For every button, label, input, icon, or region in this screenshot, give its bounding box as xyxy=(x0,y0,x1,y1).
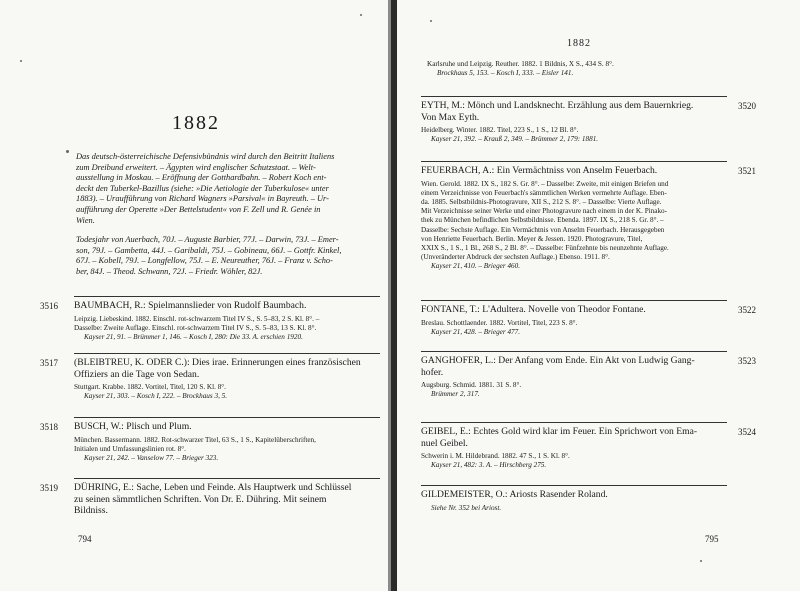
intro-line: ausstellung in Moskau. – Eröffnung der Gotthardbahn. – Robert Koch ent- xyxy=(76,173,327,183)
entry-references: Kayser 21, 428. – Brieger 477. xyxy=(431,327,521,336)
entry-rule xyxy=(421,96,727,97)
bibliography-entry xyxy=(421,485,781,513)
page-number: 794 xyxy=(78,534,92,544)
entry-rule xyxy=(74,353,380,354)
entry-publication: Leipzig. Liebeskind. 1882. Einschl. rot-schwarzem Titel IV S., S. 5–83, 2 S. Kl. 8°. – xyxy=(74,314,320,323)
historical-events-paragraph xyxy=(76,152,376,226)
entry-heading: EYTH, M.: Mönch und Landsknecht. Erzählung aus dem Bauernkrieg. xyxy=(421,100,694,111)
entry-heading: GILDEMEISTER, O.: Ariosts Rasender Roland. xyxy=(421,489,608,500)
entry-number: 3521 xyxy=(738,166,756,176)
intro-line: zum Dreibund erweitert. – Ägypten wird englischer Schutzstaat. – Welt- xyxy=(76,162,316,172)
entry-heading: FONTANE, T.: L'Adultera. Novelle von Theodor Fontane. xyxy=(421,304,646,315)
intro-line: Das deutsch-österreichische Defensivbündnis wird durch den Beitritt Italiens xyxy=(76,152,335,161)
entry-heading: nuel Geibel. xyxy=(421,437,468,449)
deaths-line: Todesjahr von Auerbach, 70J. – Auguste Barbier, 77J. – Darwin, 73J. – Emer- xyxy=(76,235,339,244)
entry-publication: Initialen und Umfassungslinien rot. 8°. xyxy=(74,444,186,453)
entry-heading: BUSCH, W.: Plisch und Plum. xyxy=(74,421,192,432)
entry-rule xyxy=(421,351,727,352)
entry-heading: BAUMBACH, R.: Spielmannslieder von Rudolf Baumbach. xyxy=(74,300,307,311)
entry-references: Kayser 21, 303. – Kosch I, 222. – Brockhaus 3, 5. xyxy=(84,392,228,401)
scan-speck xyxy=(360,14,362,16)
entry-publication: Dasselbe: Zweite Auflage. Einschl. rot-schwarzem Titel IV S., S. 5–83, 13 S. Kl. 8°. xyxy=(74,323,317,332)
bibliography-entry xyxy=(421,422,781,470)
entry-references: Brockhaus 5, 153. – Kosch I, 333. – Eisler 141. xyxy=(437,69,574,78)
entry-references: Kayser 21, 410. – Brieger 460. xyxy=(431,262,521,271)
bibliography-entry xyxy=(421,161,781,272)
bibliography-entry xyxy=(40,417,380,463)
entry-heading: FEUERBACH, A.: Ein Vermächtniss von Anselm Feuerbach. xyxy=(421,165,658,176)
entry-references: Kayser 21, 242. – Vanselow 77. – Brieger 323. xyxy=(84,453,219,462)
entry-rule xyxy=(421,485,727,486)
scan-speck xyxy=(700,560,702,562)
entry-references: Brümmer 2, 317. xyxy=(431,390,480,399)
entry-rule xyxy=(74,296,380,297)
bibliography-entry xyxy=(40,478,380,517)
entry-rule xyxy=(421,300,727,301)
entry-heading: Von Max Eyth. xyxy=(421,111,480,123)
intro-line: aufführung der Operette »Der Bettelstudent« von F. Zell und R. Genée in xyxy=(76,204,321,214)
entry-rule xyxy=(421,422,727,423)
entry-number: 3519 xyxy=(40,483,58,493)
intro-line: 1883). – Uraufführung von Richard Wagners »Parsival« in Bayreuth. – Ur- xyxy=(76,194,329,204)
continuation-entry xyxy=(427,60,737,78)
entry-heading: hofer. xyxy=(421,366,444,378)
entry-heading: Offiziers an die Tage von Sedan. xyxy=(74,368,200,380)
entry-number: 3524 xyxy=(738,427,756,437)
entry-publication: Dasselbe: Sechste Auflage. Ein Vermächtnis von Anselm Feuerbach. Herausgegeben xyxy=(421,225,665,234)
entry-heading: (BLEIBTREU, K. ODER C.): Dies irae. Erinnerungen eines französischen xyxy=(74,357,361,368)
entry-publication: XXIX S., 1 S., 1 Bl., 268 S., 2 Bl. 8°. – Dasselbe: Fünfzehnte bis neunzehnte Auflage. xyxy=(421,243,669,252)
running-head: 1882 xyxy=(567,38,591,49)
entry-references: Kayser 21, 482: 3. A. – Hirschberg 275. xyxy=(431,461,547,470)
deaths-line: 67J. – Kobell, 79J. – Longfellow, 75J. – E. Neureuther, 76J. – Franz v. Scho- xyxy=(76,256,333,266)
entry-publication: einem Verzeichnisse von Feuerbach's sämmtlichen Werken vermehrte Auflage. Eben- xyxy=(421,188,667,197)
deaths-paragraph xyxy=(76,235,376,277)
bibliography-entry xyxy=(421,96,781,144)
bibliography-entry xyxy=(421,300,781,337)
entry-publication: von Henriette Feuerbach. Berlin. Meyer & Jessen. 1920. Photogravure, Titel, xyxy=(421,234,643,243)
entry-publication: thek zu München befindlichen Selbstbildnisse. Ebenda. 1897. IX S., 218 S. Gr. 8°. – xyxy=(421,216,664,225)
entry-rule xyxy=(74,417,380,418)
entry-heading: DÜHRING, E.: Sache, Leben und Feinde. Als Hauptwerk und Schlüssel xyxy=(74,482,352,493)
entry-references: Kayser 21, 91. – Brümmer 1, 146. – Kosch I, 280: Die 33. A. erschien 1920. xyxy=(84,332,303,341)
entry-publication: Wien. Gerold. 1882. IX S., 182 S. Gr. 8°. – Dasselbe: Zweite, mit einigen Briefen und xyxy=(421,179,669,188)
entry-publication: Schwerin i. M. Hildebrand. 1882. 47 S., 1 S. Kl. 8°. xyxy=(421,452,570,460)
entry-rule xyxy=(74,478,380,479)
entry-publication: Mit Verzeichnisse seiner Werke und einer Photogravure nach einem in der K. Pinako- xyxy=(421,207,668,216)
entry-publication: Karlsruhe und Leipzig. Reuther. 1882. 1 Bildnis, X S., 434 S. 8°. xyxy=(427,60,614,68)
entry-rule xyxy=(421,161,727,162)
intro-line: Wien. xyxy=(76,215,95,225)
deaths-line: ber, 84J. – Theod. Schwann, 72J. – Friedr. Wöhler, 82J. xyxy=(76,266,263,276)
scan-speck xyxy=(430,20,432,22)
entry-publication: Heidelberg. Winter. 1882. Titel, 223 S., 1 S., 12 Bl. 8°. xyxy=(421,126,579,134)
entry-heading: GEIBEL, E.: Echtes Gold wird klar im Feuer. Ein Sprichwort von Ema- xyxy=(421,426,698,437)
page-number: 795 xyxy=(705,534,719,544)
entry-number: 3517 xyxy=(40,358,58,368)
entry-references: Siehe Nr. 352 bei Ariost. xyxy=(431,503,502,512)
entry-heading: zu seinen sämmtlichen Schriften. Von Dr. E. Dühring. Mit seinem xyxy=(74,493,327,505)
entry-publication: Augsburg. Schmid. 1881. 31 S. 8°. xyxy=(421,381,522,389)
entry-publication: (Unveränderter Abdruck der sechsten Auflage.) Ebenso. 1911. 8°. xyxy=(421,253,610,262)
entry-references: Kayser 21, 392. – Krauß 2, 349. – Brümmer 2, 179: 1881. xyxy=(431,135,599,144)
entry-number: 3520 xyxy=(738,101,756,111)
entry-heading: GANGHOFER, L.: Der Anfang vom Ende. Ein Akt von Ludwig Gang- xyxy=(421,355,695,366)
deaths-line: son, 79J. – Gambetta, 44J. – Garibaldi, 75J. – Gobineau, 66J. – Gottfr. Kinkel, xyxy=(76,245,342,255)
entry-heading: Bildniss. xyxy=(74,505,108,516)
bibliography-entry xyxy=(421,351,781,399)
entry-publication: München. Bassermann. 1882. Rot-schwarzer Titel, 63 S., 1 S., Kapitelüberschriften, xyxy=(74,435,316,444)
left-page xyxy=(0,0,392,591)
entry-publication: da. 1885. Selbstbildnis-Photogravure, XII S., 212 S. 8°. – Dasselbe: Vierte Auflage. xyxy=(421,197,662,206)
scan-speck xyxy=(20,60,22,62)
entry-publication: Breslau. Schottlaender. 1882. Vortitel, Titel, 223 S. 8°. xyxy=(421,318,578,327)
entry-number: 3518 xyxy=(40,422,58,432)
scan-speck xyxy=(66,150,69,153)
entry-number: 3516 xyxy=(40,301,58,311)
right-page xyxy=(397,0,800,591)
bibliography-entry xyxy=(40,353,380,401)
intro-line: deckt den Tuberkel-Bazillus (siehe: »Die Aetiologie der Tuberkulose« unter xyxy=(76,183,329,193)
entry-publication: Stuttgart. Krabbe. 1882. Vortitel, Titel, 120 S. Kl. 8°. xyxy=(74,383,226,391)
bibliography-entry xyxy=(40,296,380,342)
entry-number: 3523 xyxy=(738,356,756,366)
year-heading: 1882 xyxy=(172,112,220,134)
entry-number: 3522 xyxy=(738,305,756,315)
